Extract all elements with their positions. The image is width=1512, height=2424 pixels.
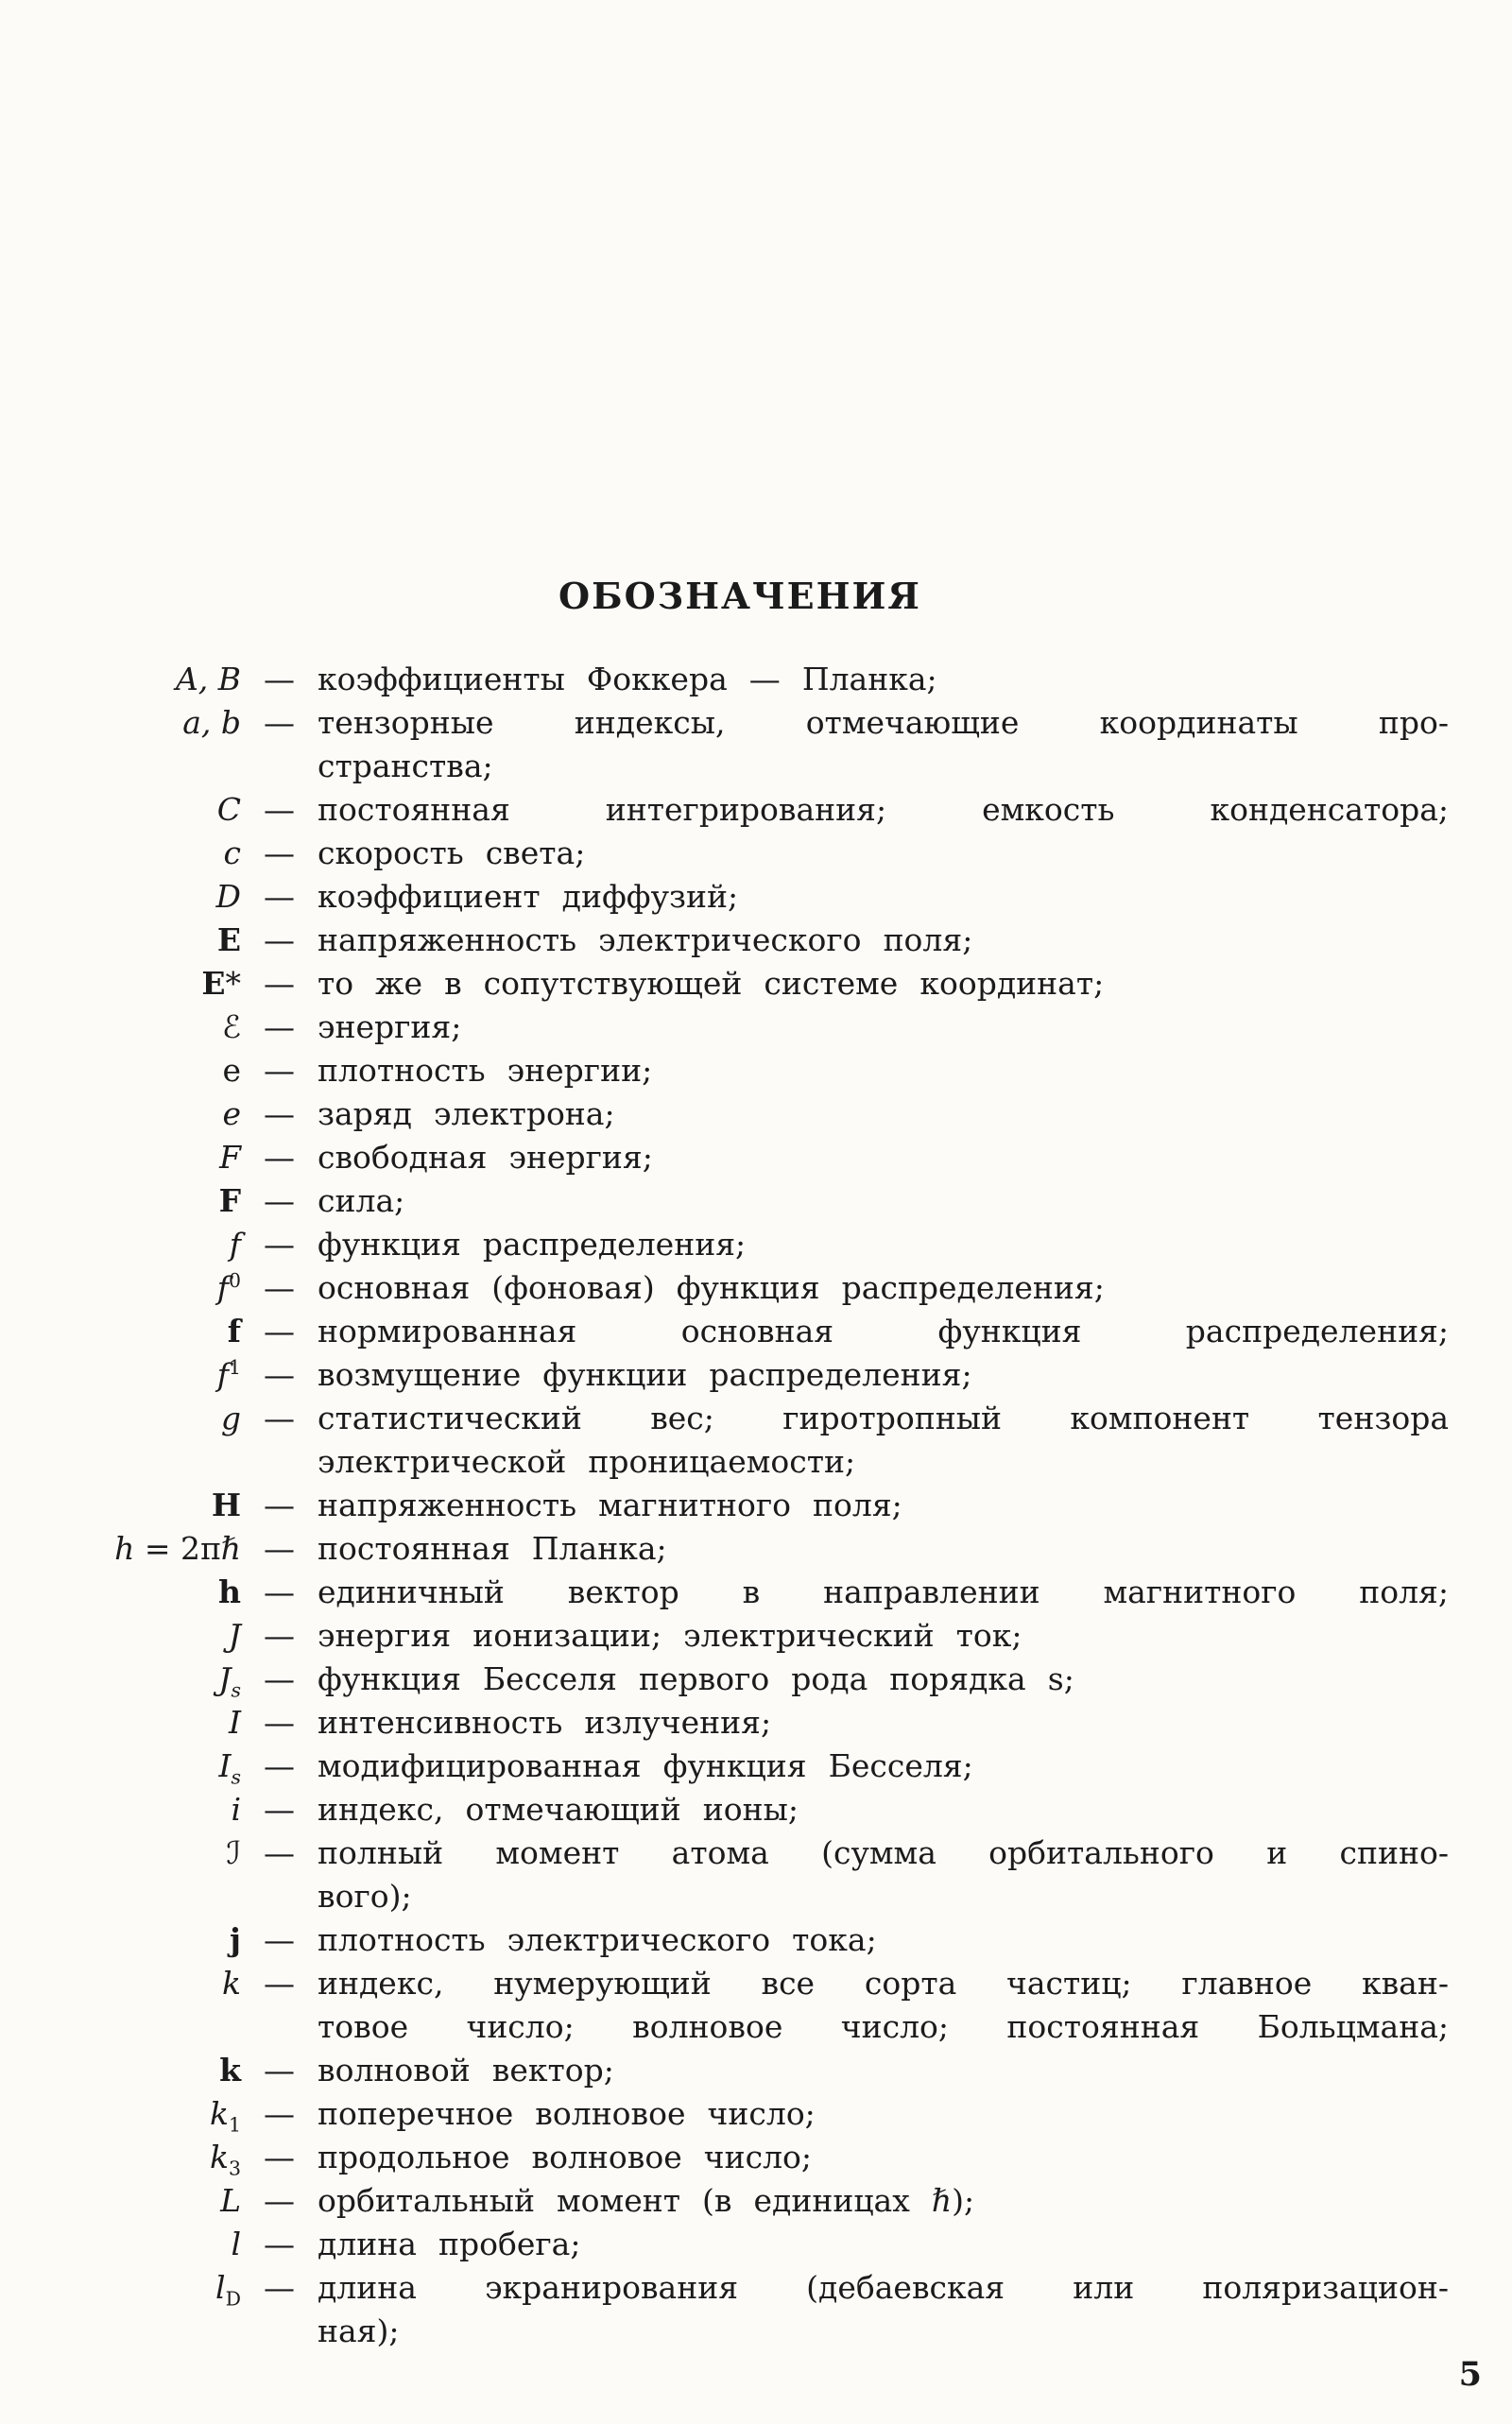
notation-entry	[0, 2179, 1512, 2223]
notation-entry	[0, 1310, 1512, 1353]
notation-definition	[318, 919, 1449, 962]
notation-definition	[318, 2266, 1449, 2353]
notation-definition	[318, 1310, 1449, 1353]
notation-entry	[0, 1223, 1512, 1266]
definition-line: волновой вектор;	[318, 2052, 614, 2089]
notation-entry	[0, 701, 1512, 788]
definition-line: нормированная основная функция распределения;	[318, 1313, 1449, 1350]
notation-symbol: $k_3$	[209, 2139, 241, 2180]
definition-line: длина пробега;	[318, 2226, 581, 2262]
dash-separator: —	[264, 1834, 295, 1871]
notation-symbol: $f^1$	[216, 1356, 241, 1393]
dash-separator: —	[264, 1269, 295, 1306]
notation-symbol: f	[227, 1313, 241, 1350]
definition-line: скорость света;	[318, 834, 586, 871]
notation-entry	[0, 1092, 1512, 1136]
dash-separator: —	[264, 704, 295, 741]
dash-separator: —	[264, 921, 295, 958]
notation-symbol: $J_s$	[218, 1660, 241, 1702]
notation-symbol: E	[216, 921, 241, 958]
notation-symbol: J	[228, 1617, 241, 1654]
notation-definition	[318, 1266, 1449, 1310]
notation-entry	[0, 1918, 1512, 1962]
notation-symbol: i	[231, 1791, 241, 1828]
definition-line: энергия ионизации; электрический ток;	[318, 1617, 1022, 1654]
definition-line: вого);	[318, 1878, 412, 1915]
notation-definition	[318, 2049, 1449, 2092]
definition-line: функция распределения;	[318, 1226, 747, 1263]
notation-entry	[0, 1658, 1512, 1701]
notation-entry	[0, 1484, 1512, 1527]
definition-line: свободная энергия;	[318, 1139, 653, 1176]
definition-line: статистический вес; гиротропный компонент тензора	[318, 1400, 1449, 1436]
notation-definition	[318, 1527, 1449, 1571]
notation-definition	[318, 832, 1449, 875]
definition-line: продольное волновое число;	[318, 2139, 813, 2175]
notation-entry	[0, 1788, 1512, 1831]
notation-definition	[318, 788, 1449, 832]
notation-definition	[318, 1658, 1449, 1701]
definition-line: странства;	[318, 748, 493, 784]
definition-line: индекс, отмечающий ионы;	[318, 1791, 799, 1828]
dash-separator: —	[264, 1139, 295, 1176]
dash-separator: —	[264, 1965, 295, 2002]
notation-entry	[0, 1571, 1512, 1614]
notation-definition	[318, 1918, 1449, 1962]
definition-line: орбитальный момент (в единицах ℏ);	[318, 2182, 975, 2219]
notation-symbol: $k_1$	[209, 2095, 241, 2137]
notation-entry	[0, 1136, 1512, 1179]
notation-entry	[0, 2049, 1512, 2092]
notation-entry	[0, 962, 1512, 1006]
definition-line: плотность энергии;	[318, 1052, 653, 1089]
dash-separator: —	[264, 1052, 295, 1089]
dash-separator: —	[264, 2269, 295, 2306]
notation-symbol: e	[222, 1095, 241, 1132]
notation-entry	[0, 1614, 1512, 1658]
notation-symbol: $l_D$	[215, 2269, 241, 2311]
dash-separator: —	[264, 661, 295, 697]
dash-separator: —	[264, 1487, 295, 1523]
dash-separator: —	[264, 2182, 295, 2219]
definition-line: напряженность электрического поля;	[318, 921, 973, 958]
notation-definition	[318, 2179, 1449, 2223]
notation-symbol: H	[211, 1487, 241, 1523]
notation-definition	[318, 1571, 1449, 1614]
dash-separator: —	[264, 878, 295, 915]
definition-line: товое число; волновое число; постоянная Больцмана;	[318, 2008, 1449, 2045]
notation-symbol: f	[229, 1226, 241, 1263]
notation-definition	[318, 1745, 1449, 1788]
notation-definition	[318, 658, 1449, 701]
notation-definition	[318, 1092, 1449, 1136]
notation-definition	[318, 2092, 1449, 2136]
notation-symbol: L	[220, 2182, 241, 2219]
notation-definition	[318, 875, 1449, 919]
notation-entry	[0, 1049, 1512, 1092]
notation-symbol: g	[220, 1400, 241, 1436]
dash-separator: —	[264, 1573, 295, 1610]
dash-separator: —	[264, 1921, 295, 1958]
definition-line: напряженность магнитного поля;	[318, 1487, 902, 1523]
notation-symbol: C	[216, 791, 241, 828]
dash-separator: —	[264, 1226, 295, 1263]
notation-symbol: j	[230, 1921, 241, 1958]
dash-separator: —	[264, 1313, 295, 1350]
notation-symbol: l	[231, 2226, 241, 2262]
definition-line: плотность электрического тока;	[318, 1921, 877, 1958]
notation-symbol: a, b	[182, 704, 241, 741]
dash-separator: —	[264, 1182, 295, 1219]
notation-definition	[318, 1223, 1449, 1266]
definition-line: возмущение функции распределения;	[318, 1356, 972, 1393]
dash-separator: —	[264, 1617, 295, 1654]
definition-line: основная (фоновая) функция распределения;	[318, 1269, 1105, 1306]
notation-definition	[318, 1006, 1449, 1049]
notation-definition	[318, 1353, 1449, 1397]
definition-line: единичный вектор в направлении магнитного поля;	[318, 1573, 1449, 1610]
notation-symbol: $f^0$	[216, 1269, 241, 1306]
dash-separator: —	[264, 1095, 295, 1132]
dash-separator: —	[264, 1008, 295, 1045]
notation-entry	[0, 919, 1512, 962]
definition-line: электрической проницаемости;	[318, 1443, 856, 1480]
notation-entry	[0, 1397, 1512, 1484]
dash-separator: —	[264, 1400, 295, 1436]
notation-entry	[0, 1745, 1512, 1788]
definition-line: функция Бесселя первого рода порядка s;	[318, 1660, 1074, 1697]
notation-symbol: D	[215, 878, 241, 915]
definition-line: постоянная Планка;	[318, 1530, 667, 1567]
notation-definition	[318, 1484, 1449, 1527]
dash-separator: —	[264, 1704, 295, 1741]
page-number: 5	[1458, 2355, 1482, 2394]
notation-definition	[318, 1397, 1449, 1484]
notation-definition	[318, 2136, 1449, 2179]
notation-symbol: h	[218, 1573, 241, 1610]
definition-line: постоянная интегрирования; емкость конденсатора;	[318, 791, 1449, 828]
notation-symbol: $I_s$	[218, 1747, 241, 1789]
dash-separator: —	[264, 2226, 295, 2262]
notation-symbol: F	[218, 1182, 241, 1219]
notation-symbol: I	[228, 1704, 241, 1741]
notation-definition	[318, 2223, 1449, 2266]
notation-entry	[0, 2266, 1512, 2353]
definition-line: ная);	[318, 2312, 400, 2349]
notation-symbol: h = 2πℏ	[114, 1530, 241, 1567]
dash-separator: —	[264, 1356, 295, 1393]
dash-separator: —	[264, 2139, 295, 2175]
definition-line: заряд электрона;	[318, 1095, 615, 1132]
notation-symbol: F	[219, 1139, 241, 1176]
notation-entry	[0, 832, 1512, 875]
notation-definition	[318, 962, 1449, 1006]
notation-entry	[0, 788, 1512, 832]
notation-definition	[318, 1136, 1449, 1179]
dash-separator: —	[264, 1530, 295, 1567]
notation-entry	[0, 1701, 1512, 1745]
notation-symbol: e	[222, 1052, 241, 1089]
notation-definition	[318, 1701, 1449, 1745]
notation-symbol: ℰ	[222, 1008, 241, 1045]
notation-entry	[0, 875, 1512, 919]
dash-separator: —	[264, 2052, 295, 2089]
notation-symbol: E*	[201, 965, 241, 1002]
notation-definition	[318, 1962, 1449, 2049]
dash-separator: —	[264, 2095, 295, 2132]
notation-definition	[318, 1049, 1449, 1092]
notation-definition	[318, 701, 1449, 788]
notation-symbol: k	[222, 1965, 241, 2002]
notation-entry	[0, 2223, 1512, 2266]
dash-separator: —	[264, 965, 295, 1002]
definition-line: коэффициент диффузий;	[318, 878, 739, 915]
definition-line: тензорные индексы, отмечающие координаты про-	[318, 704, 1449, 741]
notation-list	[0, 658, 1512, 2353]
definition-line: сила;	[318, 1182, 405, 1219]
definition-line: полный момент атома (сумма орбитального и спино-	[318, 1834, 1449, 1871]
dash-separator: —	[264, 791, 295, 828]
definition-line: энергия;	[318, 1008, 462, 1045]
notation-entry	[0, 1006, 1512, 1049]
notation-entry	[0, 1353, 1512, 1397]
dash-separator: —	[264, 1660, 295, 1697]
notation-symbol: k	[219, 2052, 241, 2089]
notation-symbol: c	[223, 834, 241, 871]
notation-entry	[0, 2136, 1512, 2179]
definition-line: поперечное волновое число;	[318, 2095, 816, 2132]
definition-line: коэффициенты Фоккера — Планка;	[318, 661, 937, 697]
notation-entry	[0, 1831, 1512, 1918]
notation-entry	[0, 2092, 1512, 2136]
dash-separator: —	[264, 1747, 295, 1784]
notation-entry	[0, 658, 1512, 701]
notation-definition	[318, 1614, 1449, 1658]
notation-symbol: A, B	[175, 661, 241, 697]
definition-line: индекс, нумерующий все сорта частиц; главное кван-	[318, 1965, 1449, 2002]
definition-line: модифицированная функция Бесселя;	[318, 1747, 973, 1784]
definition-line: длина экранирования (дебаевская или поляризацион-	[318, 2269, 1449, 2306]
notation-entry	[0, 1179, 1512, 1223]
notation-entry	[0, 1527, 1512, 1571]
dash-separator: —	[264, 1791, 295, 1828]
definition-line: то же в сопутствующей системе координат;	[318, 965, 1105, 1002]
notation-entry	[0, 1266, 1512, 1310]
definition-line: интенсивность излучения;	[318, 1704, 772, 1741]
notation-symbol: ℐ	[226, 1834, 241, 1871]
notation-definition	[318, 1788, 1449, 1831]
page-title: ОБОЗНАЧЕНИЯ	[558, 575, 921, 617]
notation-definition	[318, 1179, 1449, 1223]
dash-separator: —	[264, 834, 295, 871]
notation-entry	[0, 1962, 1512, 2049]
notation-definition	[318, 1831, 1449, 1918]
